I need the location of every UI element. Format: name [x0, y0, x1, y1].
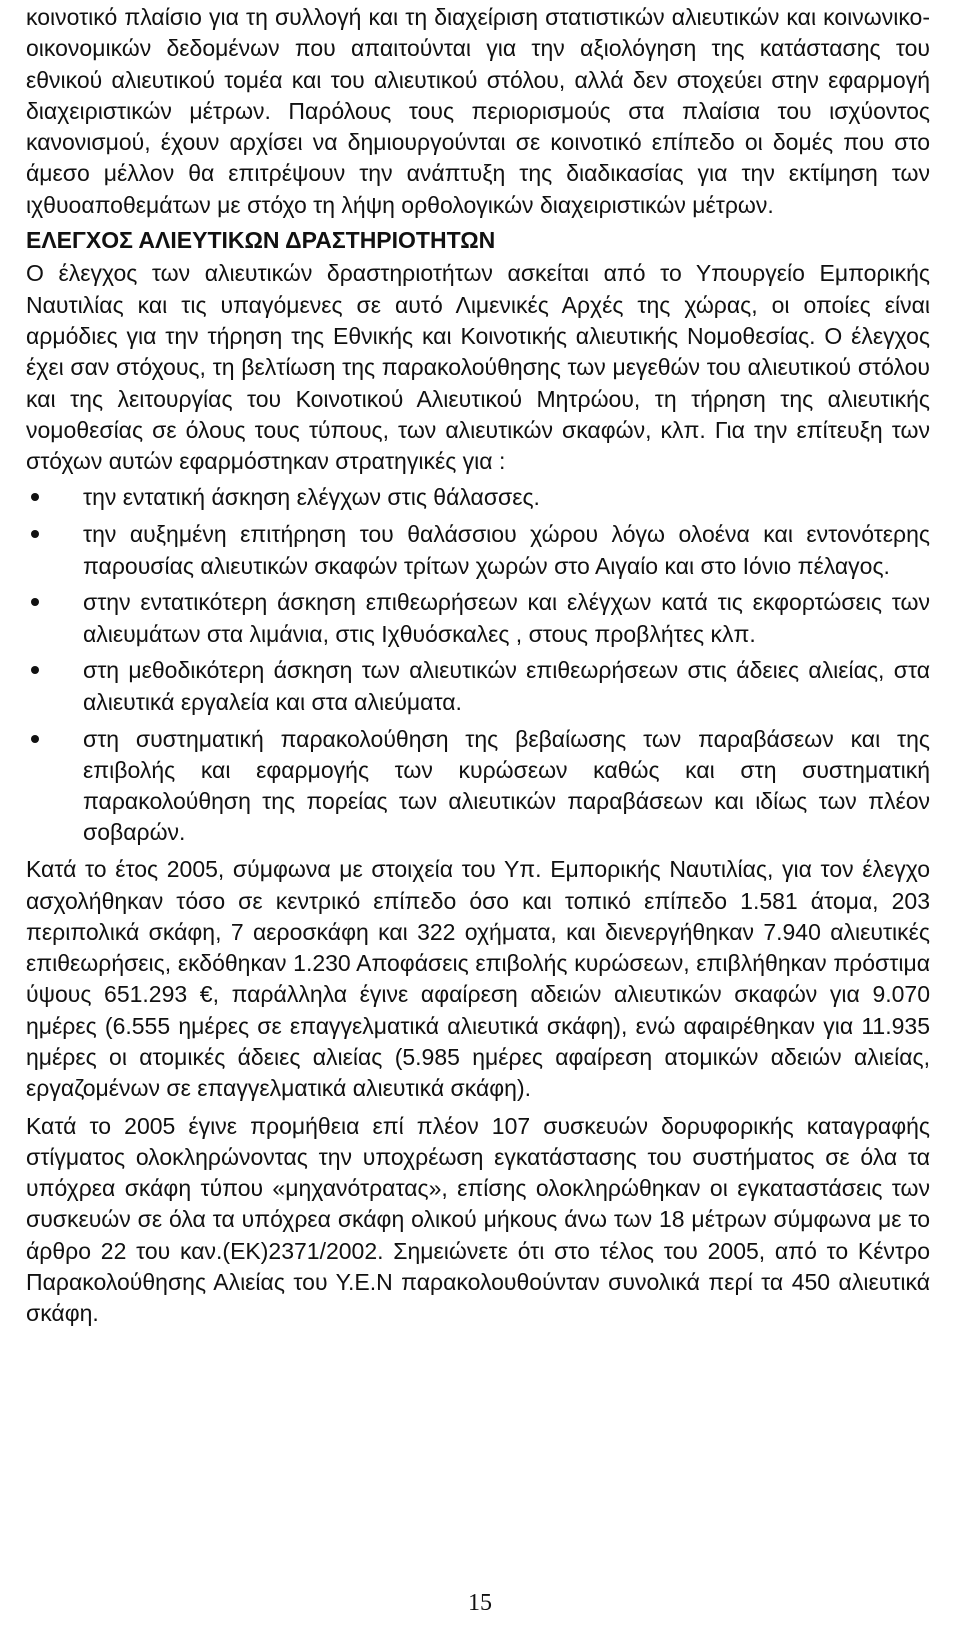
page-number: 15 [468, 1590, 492, 1616]
control-paragraph: Ο έλεγχος των αλιευτικών δραστηριοτήτων ασκείται από το Υπουργείο Εμπορικής Ναυτιλίας και τις υπαγόμενες σε αυτό Λιμενικές Αρχές της χώρας, οι οποίες είναι αρμόδιες για την τήρηση της Εθνικής και Κοινοτικής αλιευτικής Νομοθεσίας. Ο έλεγχος έχει σαν στόχους, τη βελτίωση της παρακολούθησης των μεγεθών του αλιευτικού στόλου και της λειτουργίας του Κοινοτικού Αλιευτικού Μητρώου, τη τήρηση της αλιευτικής νομοθεσίας σε όλους τους τύπους, των αλιευτικών σκαφών, κλπ. Για την επίτευξη των στόχων αυτών εφαρμόστηκαν στρατηγικές για : [26, 260, 930, 475]
document-page [26, 0, 930, 1330]
vms-paragraph: Κατά το 2005 έγινε προμήθεια επί πλέον 107 συσκευών δορυφορικής καταγραφής στίγματος ολοκληρώνοντας την υποχρέωση εγκατάστασης του συστήματος σε όλα τα υπόχρεα σκάφη τύπου «μηχανότρατας», επίσης ολοκληρώθηκαν οι εγκαταστάσεις των συσκευών σε όλα τα υπόχρεα σκάφη ολικού μήκους άνω των 18 μέτρων σύμφωνα με το άρθρο 22 του καν.(ΕΚ)2371/2002. Σημειώνετε ότι στο τέλος του 2005, από το Κέντρο Παρακολούθησης Αλιείας του Υ.Ε.Ν παρακολουθούνταν συνολικά περί τα 450 αλιευτικά σκάφη. [26, 1112, 930, 1327]
list-item: στη συστηματική παρακολούθηση της βεβαίωσης των παραβάσεων και της επιβολής και εφαρμογής των κυρώσεων καθώς και στη συστηματική παρακολούθηση της πορείας των αλιευτικών παραβάσεων και ιδίως των πλέον σοβαρών. [26, 724, 930, 849]
list-item: στη μεθοδικότερη άσκηση των αλιευτικών επιθεωρήσεων στις άδειες αλιείας, στα αλιευτικά εργαλεία και στα αλιεύματα. [26, 655, 930, 718]
list-item: στην εντατικότερη άσκηση επιθεωρήσεων και ελέγχων κατά τις εκφορτώσεις των αλιευμάτων στα λιμάνια, στις Ιχθυόσκαλες , στους προβλήτες κλπ. [26, 587, 930, 650]
section-heading: ΕΛΕΓΧΟΣ ΑΛΙΕΥΤΙΚΩΝ ΔΡΑΣΤΗΡΙΟΤΗΤΩΝ [26, 227, 496, 254]
list-item: την αυξημένη επιτήρηση του θαλάσσιου χώρου λόγω ολοένα και εντονότερης παρουσίας αλιευτικών σκαφών τρίτων χωρών στο Αιγαίο και στο Ιόνιο πέλαγος. [26, 519, 930, 582]
strategy-list [26, 482, 930, 848]
intro-paragraph: κοινοτικό πλαίσιο για τη συλλογή και τη διαχείριση στατιστικών αλιευτικών και κοινωνικο-οικονομικών δεδομένων που απαιτούνται για την αξιολόγηση της κατάστασης του εθνικού αλιευτικού τομέα και του αλιευτικού στόλου, αλλά δεν στοχεύει στην εφαρμογή διαχειριστικών μέτρων. Παρόλους τους περιορισμούς στα πλαίσια του ισχύοντος κανονισμού, έχουν αρχίσει να δημιουργούνται σε κοινοτικό επίπεδο οι δομές που στο άμεσο μέλλον θα επιτρέψουν την ανάπτυξη της διαδικασίας για την εκτίμηση των ιχθυοαποθεμάτων με στόχο τη λήψη ορθολογικών διαχειριστικών μέτρων. [26, 4, 930, 218]
year-2005-paragraph: Κατά το έτος 2005, σύμφωνα με στοιχεία του Υπ. Εμπορικής Ναυτιλίας, για τον έλεγχο ασχολήθηκαν τόσο σε κεντρικό επίπεδο όσο και τοπικό επίπεδο 1.581 άτομα, 203 περιπολικά σκάφη, 7 αεροσκάφη και 322 οχήματα, και διενεργήθηκαν 7.940 αλιευτικές επιθεωρήσεις, εκδόθηκαν 1.230 Αποφάσεις επιβολής κυρώσεων, επιβλήθηκαν πρόστιμα ύψους 651.293 €, παράλληλα έγινε αφαίρεση αδειών αλιευτικών σκαφών για 9.070 ημέρες (6.555 ημέρες σε επαγγελματικά αλιευτικά σκάφη), ενώ αφαιρέθηκαν για 11.935 ημέρες οι ατομικές άδειες αλιείας (5.985 ημέρες αφαίρεση ατομικών αδειών αλιείας, εργαζομένων σε επαγγελματικά αλιευτικά σκάφη). [26, 856, 930, 1102]
list-item: την εντατική άσκηση ελέγχων στις θάλασσες. [26, 482, 930, 513]
